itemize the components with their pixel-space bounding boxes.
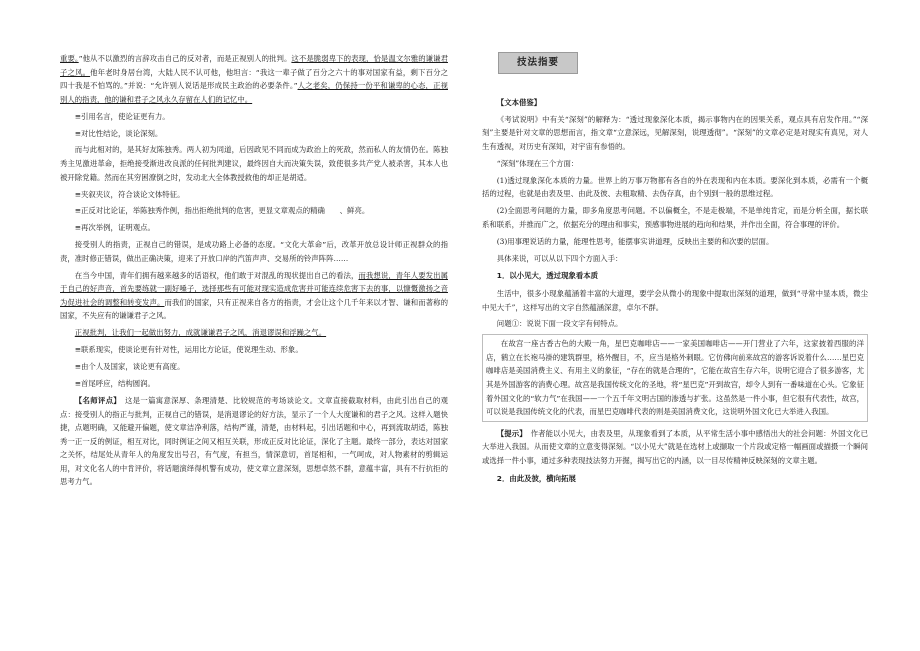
paragraph: (3)用事理说话的力量，能理性思考，能摆事实讲道理，反映出主要的和次要的层面。	[496, 236, 774, 246]
annotation: ≡对比性结论，谈论深刻。	[74, 128, 163, 138]
paragraph-hu-shi: 重要。”他从不以激烈的言辞攻击自己的反对者，而是正视别人的批判。这不是脆弱卑下的表现，恰是温文尔雅的谦谦君子之风。他年老时身居台湾，大陆人民不认可他，他坦言：“我这一辈子做了百分之六十的事对国家有益，剩下百分之四十我是不怕骂的。”并说：“允许别人说话是形成民主政治的必要条件。”人之老矣，仍保持一份平和谦卑的心态，正视别人的指责，他的谦和君子之风永久存留在人们的记忆中。	[60, 54, 448, 104]
review-heading: 【名师评点】	[74, 395, 118, 405]
annotation: ≡再次举例，证明观点。	[74, 223, 155, 233]
tip-heading: 【提示】	[496, 428, 524, 438]
subheading: 2．由此及彼，横向拓展	[496, 473, 576, 483]
left-column	[60, 52, 448, 492]
tip: 【提示】 作者能以小见大，由表及里，从现象看到了本质，从平常生活小事中感悟出大的社会问题：外国文化已大举进入我国。从而使文章的立意变得深刻。“以小见大”就是在选材上或撷取一个片段或定格一幅画面或描摄一个瞬间或选择一件小事，通过多种表现技法努力开掘，揭写出它的内涵，以一目尽传精神反映深刻的文章主题。	[482, 428, 868, 466]
annotation: ≡引用名言，使论证更有力。	[74, 111, 170, 121]
paragraph-chen-duxiu: 而与此相对的，是其好友陈独秀。两人初为同道，后因政见不同而成为政治上的死敌，然而私人的友情仍在。陈独秀主见激进革命，拒绝接受渐进改良派的任何批判建议，最终因自大而决策失误，致使很多共产党人被杀害，其本人也被开除党籍。然而在其穷困潦倒之时，发动北大全体教授救他的却正是胡适。	[60, 145, 448, 182]
paragraph: 具体来说，可以从以下四个方面入手：	[496, 253, 623, 263]
annotation: ≡由个人及国家，谈论更有高度。	[74, 362, 185, 372]
teacher-review: 【名师评点】 这是一篇寓意深厚、条理清楚、比较规范的考场谈论文。文章直接截取材料，由此引出自己的观点：接受别人的指正与批判，正视自己的错误，是消退谬论的好方法，显示了一个人大度谦和的君子之风。这样入题快捷，点题明确，又能避开偏题，使文章洁净利落，结构严谨，清楚，由材料起，引出话题和中心，再到流取胡适，陈独秀一正一反的例证，相互对比，同时例证之间又相互关联，形成正反对比论证，深化了主题。最终一部分，表达对国家之关怀，结尾处从青年人的角度发出号召，有气度，有担当，情深意切，首尾相和，一气呵成，对人物素材的剪辑运用，对文化名人的中肯评价，将话题演绎得机警有成功，使文章立意深刻，思想卓然不群，意蕴丰富，具有不行抗拒的思考力气。	[60, 395, 448, 487]
annotation: ≡夹叙夹议，符合谈论文体特征。	[74, 189, 185, 199]
paragraph: (1)透过现象深化本质的力量。世界上的万事万物都有各自的外在表现和内在本质。要深化到本质，必需有一个概括的过程，也就是由表及里、由此及彼、去粗取精、去伪存真，由个别到一般的思维过程。	[482, 175, 868, 199]
example-text: 在故宫一座古香古色的大殿一角，星巴克咖啡店——一家美国咖啡店——开门营业了六年，这家披着西服的洋店，鹤立在长袍马褂的建筑群里，格外醒目，不，应当是格外刺眼。它仿佛向前来故宫的游客诉说着什么……星巴克咖啡店是美国消费主义、有用主义的象征，“存在的就是合理的”，它能在故宫生存六年，说明它迎合了很多游客，尤其是外国游客的消费心理。故宫是我国传统文化的圣地，将“星巴克”开到故宫，却令人到有一番味道在心头。它象征着外国文化的“软力气”在我国——一个五千年文明古国的渗透与扩张。这虽然是一件小事，但它很有代表性，故宫，可以说是我国传统文化的代表，而星巴克咖啡代表的则是美国消费文化，这说明外国文化已大举进入我国。	[486, 339, 864, 417]
underlined-text: 这不是脆弱卑下的表现，恰是温文尔雅的谦谦君子之风。	[60, 54, 448, 77]
paragraph-youth: 在当今中国，青年们拥有越来越多的话语权，他们敢于对混乱的现状提出自己的看法，而我想说，青年人要发出属于自己的好声音，首先要练就一副好嗓子，选择那些有可能对现实造成危害并可能连续危害下去的事，以慷慨激扬之音为促进社会的调整和转变发声。而我们的国家，只有正视来自各方的指责，才会让这个几千年来以才智、谦和而著称的国家，不失应有的谦谦君子之风。	[60, 270, 448, 321]
section-heading: 【文本借鉴】	[496, 98, 542, 107]
question: 问题①：说说下面一段文字有何特点。	[496, 319, 623, 329]
subheading: 1．以小见大，透过现象看本质	[496, 271, 599, 281]
section-banner: 技法指要	[498, 52, 578, 74]
annotation: ≡首尾呼应，结构圆润。	[74, 379, 155, 389]
paragraph: (2)全面思考问题的力量，即多角度思考问题。不以偏概全，不是走极端，不是单纯肯定，而是分析全面，据长联系和联系，并推而广之，依据充分的理由和事实，预感事物进展的趋向和结果，并作出全面，符合事理的评价。	[482, 206, 868, 229]
underlined-text: 人之老矣，仍保持一份平和谦卑的心态，正视别人的指责，他的谦和君子之风永久存留在人们的记忆中。	[60, 81, 448, 104]
example-box	[482, 334, 868, 422]
paragraph-conclusion	[60, 326, 448, 340]
annotation: ≡联系现实，使谈论更有针对性，运用比方论证，使说理生动、形象。	[74, 345, 303, 355]
paragraph: 《考试说明》中有关“深刻”的解释为：“透过现象深化本质，揭示事物内在的因果关系，观点具有启发作用。”“深刻”主要是针对文章的思想而言，指文章“立意深远，见解深刻，说理透彻”。“深刻”的文章必定是对现实有真见，对人生有透视，对历史有深知，对宇宙有参悟的。	[482, 114, 868, 152]
paragraph-reform: 接受别人的指责，正视自己的错误，是成功路上必备的态度。“文化大革命”后，改革开放总设计师正视群众的指责，准时修正错误，做出正确决策，迎来了开放口岸的汽笛声声、交易所的铃声阵阵……	[60, 240, 448, 263]
underlined-text: 正视批判，让我们一起做出努力，成就谦谦君子之风，消退谬误和浮躁之气。	[74, 328, 327, 338]
paragraph: 生活中，很多小现象蕴涵着丰富的大道理，要学会从微小的现象中提取出深刻的道理，做到“寻常中显本质，微尘中见大千”，这样写出的文字自然蕴涵深意，卓尔不群。	[482, 288, 868, 312]
underlined-text: 而我想说，青年人要发出属于自己的好声音，首先要练就一副好嗓子，选择那些有可能对现实造成危害并可能连续危害下去的事，以慷慨激扬之音为促进社会的调整和转变发声。	[60, 270, 448, 307]
paragraph: “深刻”体现在三个方面：	[496, 158, 579, 168]
annotation: ≡正反对比论证，举陈独秀作例，指出拒绝批判的危害，更显文章观点的精确 、鲜亮。	[74, 206, 370, 216]
right-column	[482, 52, 868, 489]
underlined-text: 重要。	[60, 54, 79, 63]
